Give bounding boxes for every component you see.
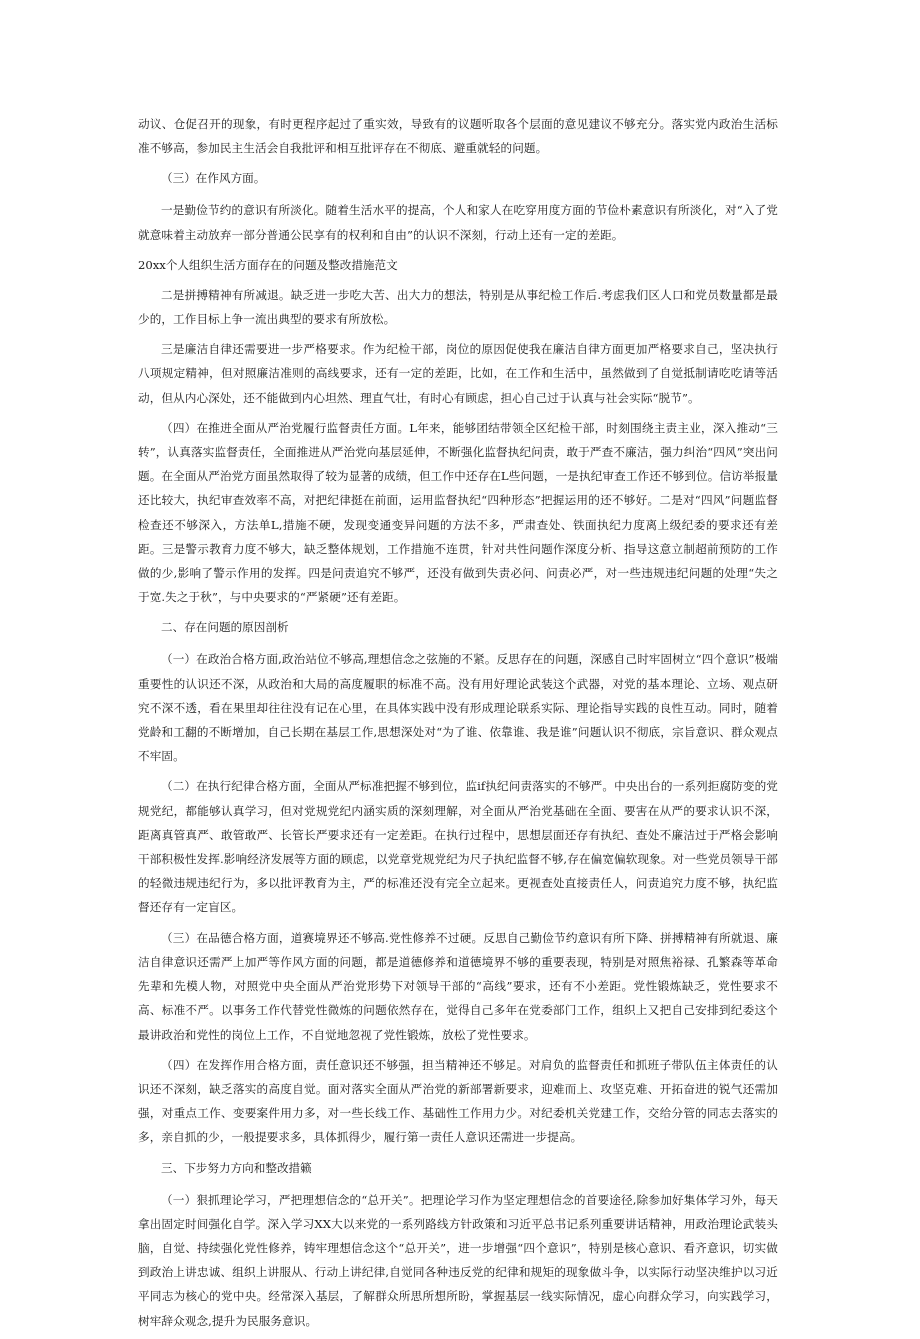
document-title-line: 20xx个人组织生活方面存在的问题及整改措施范文 bbox=[138, 257, 398, 272]
section-heading-cause-analysis: 二、存在问题的原因剖析 bbox=[161, 620, 289, 635]
paragraph-supervision-duty: （四）在推进全面从严治党履行监督责任方面。L年来，能够团结带领全区纪检干部，时刻围绕主责主业，深入推动“三转”，认真落实监督责任，全面推进从严治党向基层延伸，不断强化监督执纪问责，敢于严查不廉洁，强力纠治“四风”突出问题。在全面从严治党方面虽然取得了较为显著的成绩，但工作中还存在L些问题，一是执纪审查工作还不够到位。信访举报量还比较大，执纪审查效率不高，对把纪律挺在前面，运用监督执纪“四种形态”把握运用的还不够好。二是对“四风”问题监督检查还不够深入，方法单L,措施不硬，发现变通变异问题的方法不多，严肃查处、铁面执纪力度离上级纪委的要求还有差距。三是警示教育力度不够大，缺乏整体规划，工作措施不连贯，针对共性问题作深度分析、指导这意立制超前预防的工作做的少,影响了警示作用的发挥。四是问责追究不够严，还没有做到失责必问、问责必严，对一些违规违纪问题的处理“失之于宽.失之于秋”，与中央要求的“严紧硬”还有差距。 bbox=[138, 420, 778, 605]
paragraph-striving-spirit: 二是拼搏精神有所减退。缺乏进一步吃大苦、出大力的想法，特别是从事纪检工作后.考虑我们区人口和党员数量都是最少的，工作目标上争一流出典型的要求有所放松。 bbox=[138, 287, 778, 327]
section-heading-rectification: 三、下步努力方向和整改措籁 bbox=[161, 1160, 312, 1175]
section-heading-work-style: （三）在作风方面。 bbox=[161, 171, 266, 186]
paragraph-role-standard: （四）在发挥作用合格方面，责任意识还不够强，担当精神还不够足。对肩负的监督责任和抓班子带队伍主体责任的认识还不深刻，缺乏落实的高度自觉。面对落实全面从严治党的新部署新要求，迎难而上、攻坚克难、开拓奋进的锐气还需加强，对重点工作、变要案件用力多，对一些长线工作、基础性工作用力少。对纪委机关党建工作，交给分管的同志去落实的多，亲自抓的少，一般提要求多，具体抓得少，履行第一责任人意识还需进一步提高。 bbox=[138, 1057, 778, 1145]
paragraph-discipline-standard: （二）在执行纪律合格方面，全面从严标准把握不够到位，监if执纪问责落实的不够严。中央出台的一系列拒腐防变的党规党纪，都能够认真学习，但对党规党纪内涵实质的深刻理解，对全面从严治党基础在全面、要害在从严的要求认识不深，距离真管真严、敢管敢严、长管长严要求还有一定差距。在执行过程中，思想层面还存有执纪、查处不廉洁过于严格会影响干部积极性发挥.影响经济发展等方面的顾虑，以党章党规党纪为尺子执纪监督不够,存在偏宽偏软现象。对一些党员领导干部的轻微违规违纪行为，多以批评教育为主，严的标准还没有完全立起来。更视查处直接责任人，问责追究力度不够，执纪监督还存有一定盲区。 bbox=[138, 779, 778, 915]
paragraph-political-standard: （一）在政治合格方面,政治站位不够高,理想信念之弦施的不紧。反思存在的问题，深感自己时牢固树立“四个意识”极端重要性的认识还不深，从政治和大局的高度履职的标准不高。没有用好理论武装这个武器，对党的基本理论、立场、观点研究不深不透，看在果里却往往没有记在心里，在具体实践中没有形成理论联系实际、理论指导实践的良性互动。同时，随着党龄和工翻的不断增加，自己长期在基层工作,思想深处对“为了谁、依靠谁、我是谁”问题认识不彻底，宗旨意识、群众观点不牢固。 bbox=[138, 652, 778, 764]
paragraph-moral-standard: （三）在品德合格方面，道赛境界还不够高.党性修养不过硬。反思自己勤俭节约意识有所下降、拼搏精神有所就退、廉洁自律意识还需严上加严等作风方面的问题，都是道德修养和道德境界不够的重要表现，特别是对照焦裕禄、孔繁森等革命先辈和先模人物，对照党中央全面从严治党形势下对领导干部的“高线”要求，还有不小差距。党性锻炼缺乏，党性要求不高、标准不严。以事务工作代替党性微炼的问题依然存在，觉得自己多年在党委部门工作，组织上又把自己安排到纪委这个最讲政治和党性的岗位上工作，不自觉地忽视了党性锻炼，放松了党性要求。 bbox=[138, 930, 778, 1042]
paragraph-theory-study: （一）狠抓理论学习，严把理想信念的“总开关”。把理论学习作为坚定理想信念的首要途径,除参加好集体学习外，每天拿出固定时间强化自学。深入学习XX大以来党的一系列路线方针政策和习近平总书记系列重要讲话精神，用政治理论武装头脑，自觉、持续强化党性修养，铸牢理想信念这个“总开关”，进一步增强“四个意识”，特别是核心意识、看齐意识，切实做到政治上讲忠诚、组织上讲服从、行动上讲纪律,自觉同各种违反党的纪律和规矩的现象做斗争，以实际行动坚决维护以习近平同志为核心的党中央。经常深入基层，了解群众所思所想所盼，掌握基层一线实际情况，虚心向群众学习，向实践学习，树牢辞众观念,提升为民服务意识。 bbox=[138, 1192, 778, 1328]
paragraph-integrity: 三是廉洁自律还需要进一步严格要求。作为纪检干部，岗位的原因促使我在廉洁自律方面更加严格要求自己，坚决执行八项规定精神，但对照廉洁准则的高线要求，还有一定的差距，比如，在工作和生活中，虽然做到了自觉抵制请吃吃请等活动，但从内心深处，还不能做到内心坦然、理直气壮，有时心有顾虑，担心自己过于认真与社会实际“脱节”。 bbox=[138, 342, 778, 405]
paragraph-continuation: 动议、仓促召开的现象，有时更程序起过了重实效，导致有的议题听取各个层面的意见建议不够充分。落实党内政治生活标准不够高，参加民主生活会自我批评和相互批评存在不彻底、避重就轻的问题。 bbox=[138, 117, 778, 156]
document-body bbox=[138, 112, 778, 1339]
paragraph-frugality: 一是勤俭节约的意识有所淡化。随着生活水平的提高，个人和家人在吃穿用度方面的节俭朴素意识有所淡化，对“入了党就意味着主动放弃一部分普通公民享有的权利和自由”的认识不深刻，行动上还有一定的差距。 bbox=[138, 203, 778, 242]
